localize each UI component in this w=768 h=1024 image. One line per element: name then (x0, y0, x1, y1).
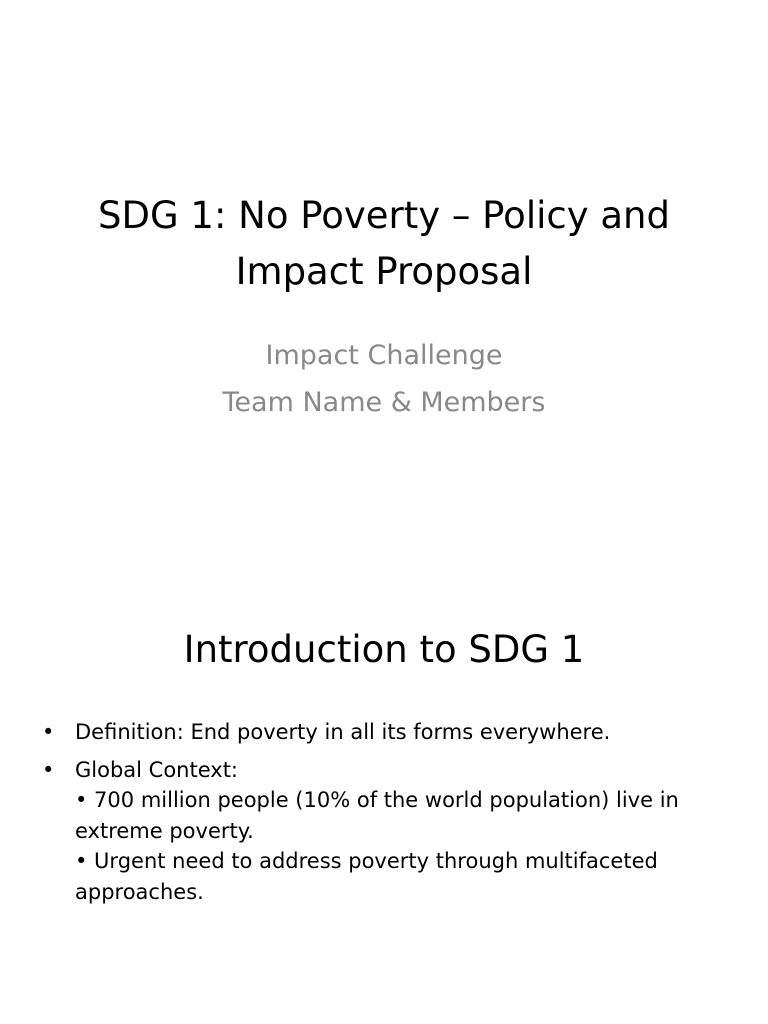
title-line: SDG 1: No Poverty – Policy and (98, 194, 670, 237)
bullet-text: • 700 million people (10% of the world population) live in (75, 788, 679, 812)
bullet-marker: • (42, 757, 55, 782)
subtitle-line: Impact Challenge (265, 340, 503, 371)
bullet-item (42, 717, 702, 748)
bullet-marker: • (42, 720, 55, 744)
subtitle-line: Team Name & Members (222, 387, 546, 418)
bullet-text: approaches. (75, 879, 204, 904)
bullet-list (42, 717, 702, 914)
slide-title: Introduction to SDG 1 (183, 628, 585, 671)
content-slide (0, 512, 768, 1024)
bullet-item (42, 755, 702, 908)
slide-title (40, 188, 728, 300)
bullet-text: • Urgent need to address poverty through multifaceted (75, 849, 658, 873)
title-line: Impact Proposal (235, 250, 533, 293)
bullet-text: Global Context: (75, 757, 239, 782)
bullet-text: Definition: End poverty in all its forms everywhere. (75, 720, 611, 744)
slide-subtitle (40, 332, 728, 426)
bullet-text: extreme poverty. (75, 818, 254, 843)
